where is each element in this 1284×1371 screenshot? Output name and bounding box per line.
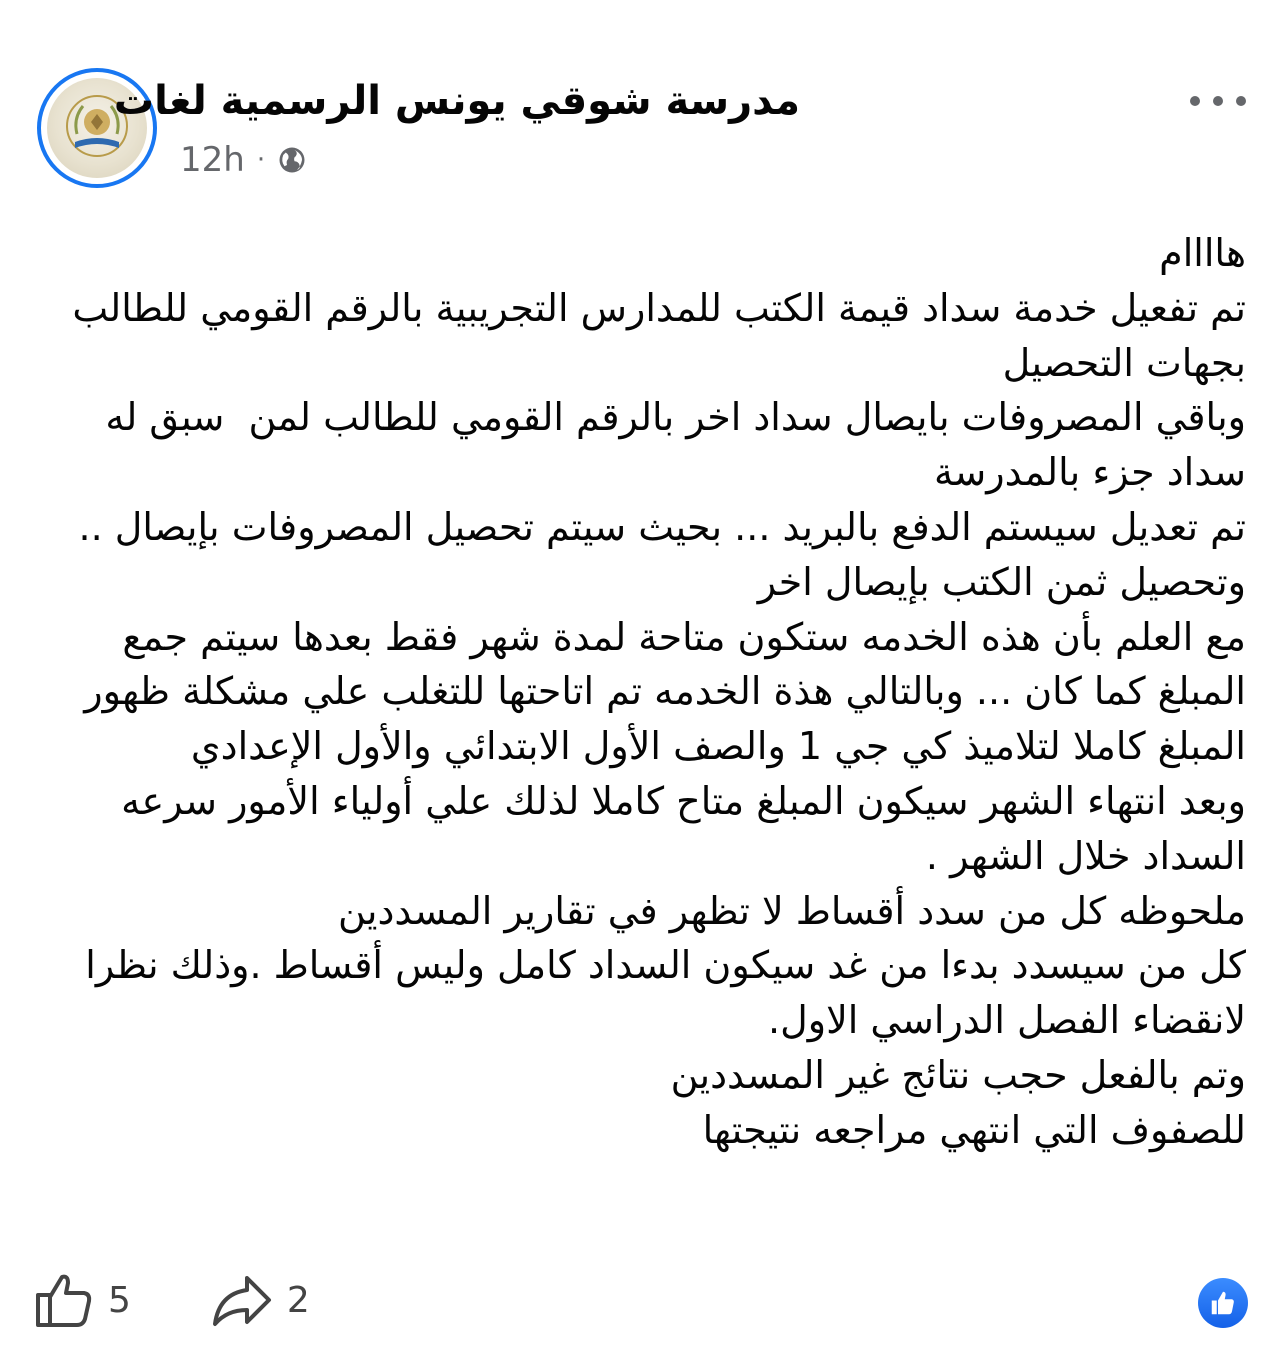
post-footer bbox=[34, 1268, 310, 1332]
more-options-icon[interactable] bbox=[1190, 86, 1246, 116]
like-reaction-icon[interactable] bbox=[1198, 1278, 1248, 1328]
share-button[interactable] bbox=[211, 1272, 310, 1328]
like-button[interactable] bbox=[34, 1271, 131, 1329]
share-arrow-icon bbox=[211, 1272, 273, 1328]
post-meta bbox=[180, 140, 307, 180]
post-body: هاااام تم تفعيل خدمة سداد قيمة الكتب للمدارس التجريبية بالرقم القومي للطالب بجهات التحصيل وباقي المصروفات بايصال سداد اخر بالرقم القومي للطالب لمن سبق له سداد جزء بالمدرسة تم تعديل سيستم الدفع بالبريد ... بحيث سيتم تحصيل المصروفات بإيصال .. وتحصيل ثمن الكتب بإيصال اخر مع العلم بأن هذه الخدمه ستكون متاحة لمدة شهر فقط بعدها سيتم جمع المبلغ كما كان ... وبالتالي هذة الخدمه تم اتاحتها للتغلب علي مشكلة ظهور المبلغ كاملا لتلاميذ كي جي 1 والصف الأول الابتدائي والأول الإعدادي وبعد انتهاء الشهر سيكون المبلغ متاح كاملا لذلك علي أولياء الأمور سرعه السداد خلال الشهر . ملحوظه كل من سدد أقساط لا تظهر في تقارير المسددين كل من سيسدد بدءا من غد سيكون السداد كامل وليس أقساط .وذلك نظرا لانقضاء الفصل الدراسي الاول. وتم بالفعل حجب نتائج غير المسددين للصفوف التي انتهي مراجعه نتيجتها bbox=[72, 231, 1246, 1152]
shares-count: 2 bbox=[286, 1279, 310, 1321]
likes-count: 5 bbox=[108, 1279, 131, 1321]
more-dot bbox=[1190, 96, 1200, 106]
post-time[interactable]: 12h bbox=[180, 140, 245, 180]
thumbs-up-icon bbox=[34, 1271, 94, 1329]
more-dot bbox=[1236, 96, 1246, 106]
more-dot bbox=[1213, 96, 1223, 106]
globe-icon bbox=[277, 145, 307, 175]
page-name[interactable]: مدرسة شوقي يونس الرسمية لغات bbox=[113, 78, 800, 124]
like-reaction-thumb bbox=[1208, 1288, 1238, 1318]
meta-separator: · bbox=[256, 145, 266, 175]
